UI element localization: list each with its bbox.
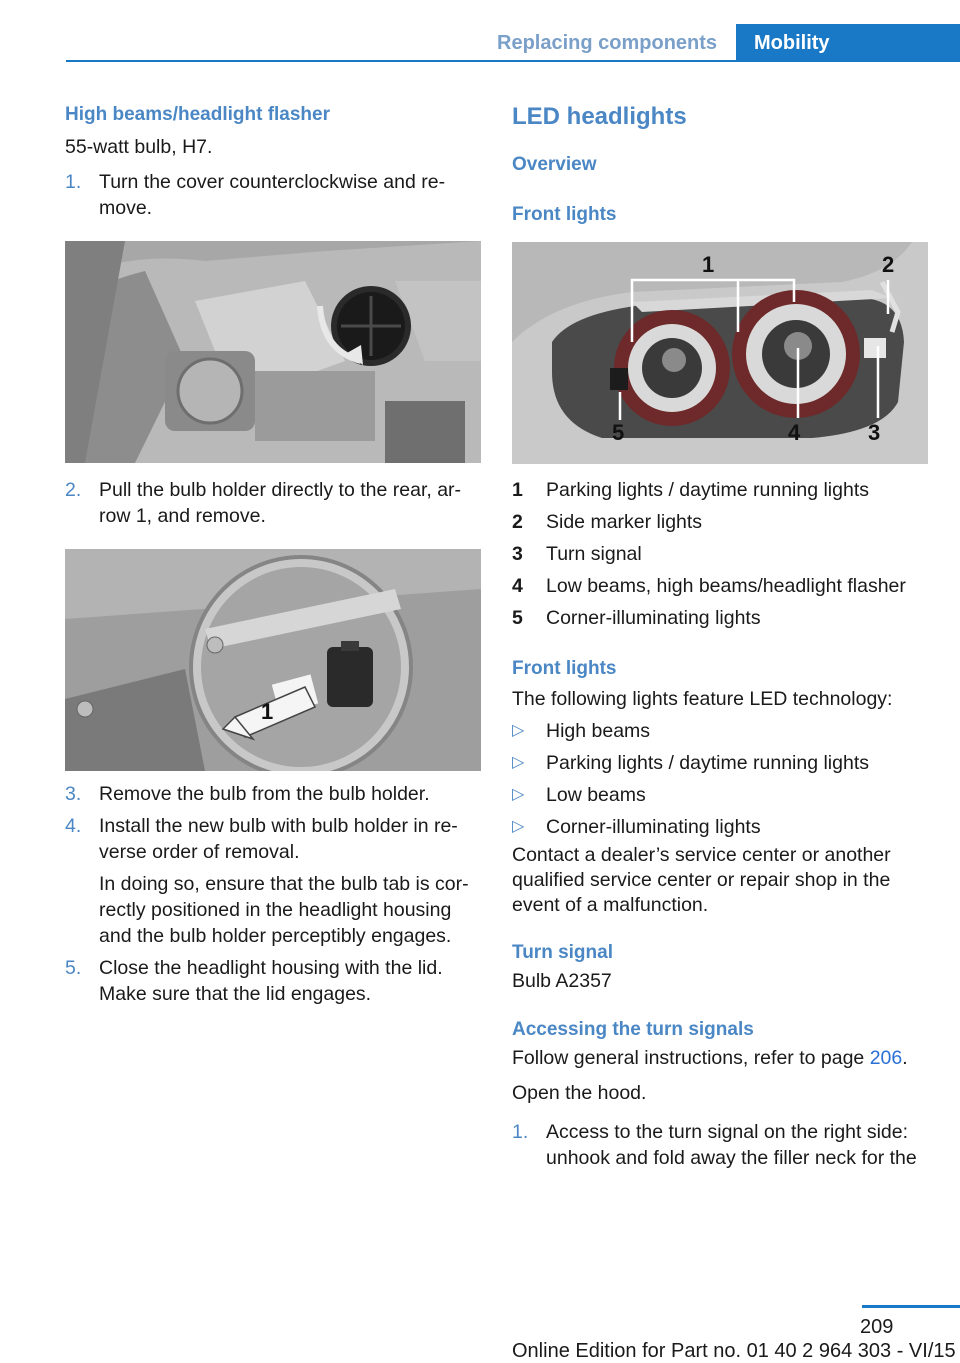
step-text: Access to the turn signal on the right side: unhook and fold away the filler neck for the [546,1121,917,1169]
legend-text: Parking lights / daytime running lights [546,479,869,501]
turn-signal-heading: Turn signal [512,942,613,963]
turn-signal-bulb: Bulb A2357 [512,970,612,992]
front-lights-heading: Front lights [512,658,617,679]
legend-number: 3 [512,543,523,565]
bulb-holder-photo [65,549,481,771]
list-item-text: Low beams [546,784,646,806]
list-item [512,715,930,747]
callout-1: 1 [702,252,715,277]
bullet-icon: ▷ [512,786,525,803]
legend-item [512,474,930,506]
legend-item [512,570,930,602]
bullet-icon: ▷ [512,754,525,771]
step-1 [65,169,481,221]
step-text: Install the new bulb with bulb holder in re-verse order of removal. [99,815,458,863]
front-lights-subheading: Front lights [512,204,617,225]
page-link[interactable]: 206 [869,1047,903,1069]
list-item [512,747,930,779]
high-beams-heading: High beams/headlight flasher [65,104,330,125]
general-instructions-suffix: . [902,1047,908,1069]
step-text: Pull the bulb holder directly to the rear, ar-row 1, and remove. [99,479,462,527]
turn-step-1 [512,1119,930,1171]
general-instructions [512,1045,930,1072]
headlight-cover-photo [65,241,481,463]
step-4 [65,813,481,949]
chapter-tab [736,24,960,62]
legend-item [512,602,930,634]
edition-line: Online Edition for Part no. 01 40 2 964 303 - VI/15 [512,1340,956,1362]
diagram-legend [512,474,930,634]
bulb-type: 55-watt bulb, H7. [65,136,213,158]
headlight-cover-image [65,241,481,463]
page-number: 209 [860,1316,894,1338]
running-header-section: Replacing components [497,32,718,54]
step-number: 1. [512,1121,529,1143]
step-5 [65,955,481,1007]
step-number: 5. [65,957,82,979]
step-text: Remove the bulb from the bulb holder. [99,783,430,805]
right-column [512,100,930,1171]
contact-note: Contact a dealer’s service center or another qualified service center or repair shop in the event of a malfunction. [512,844,891,916]
callout-5: 5 [612,420,625,445]
callout-4: 4 [788,420,801,445]
step-2 [65,477,481,529]
list-item [512,811,930,843]
bullet-icon: ▷ [512,722,525,739]
callout-2: 2 [882,252,895,277]
footer-rule [862,1305,960,1308]
bulb-holder-image [65,549,481,771]
legend-text: Low beams, high beams/headlight flasher [546,575,906,597]
accessing-turn-signals-heading: Accessing the turn signals [512,1019,754,1040]
led-intro: The following lights feature LED technology: [512,688,893,710]
step-note: In doing so, ensure that the bulb tab is cor-rectly positioned in the headlight housing and the bulb holder perceptibly engages. [99,873,469,947]
overview-heading: Overview [512,154,597,175]
general-instructions-text: Follow general instructions, refer to page [512,1047,870,1069]
legend-item [512,538,930,570]
legend-item [512,506,930,538]
legend-text: Corner-illuminating lights [546,607,761,629]
list-item-text: Corner-illuminating lights [546,816,761,838]
chapter-tab-label: Mobility [754,32,830,54]
led-list [512,715,930,843]
step-number: 3. [65,783,82,805]
step-3 [65,781,481,807]
list-item [512,779,930,811]
legend-number: 5 [512,607,523,629]
header-rule [66,60,960,62]
led-headlight-image [512,242,928,464]
open-hood: Open the hood. [512,1082,647,1104]
legend-text: Turn signal [546,543,642,565]
callout-3: 3 [868,420,881,445]
legend-number: 2 [512,511,523,533]
bullet-icon: ▷ [512,818,525,835]
list-item-text: Parking lights / daytime running lights [546,752,869,774]
legend-number: 1 [512,479,523,501]
legend-number: 4 [512,575,523,597]
list-item-text: High beams [546,720,651,742]
legend-text: Side marker lights [546,511,703,533]
step-number: 2. [65,479,82,501]
led-headlights-title: LED headlights [512,103,687,130]
step-number: 4. [65,815,82,837]
photo-arrow-label: 1 [261,699,274,724]
left-column [65,100,481,1007]
step-text: Turn the cover counterclockwise and re-move. [99,171,446,219]
step-text: Close the headlight housing with the lid. Make sure that the lid engages. [99,957,443,1005]
step-number: 1. [65,171,82,193]
led-headlight-diagram [512,242,928,464]
